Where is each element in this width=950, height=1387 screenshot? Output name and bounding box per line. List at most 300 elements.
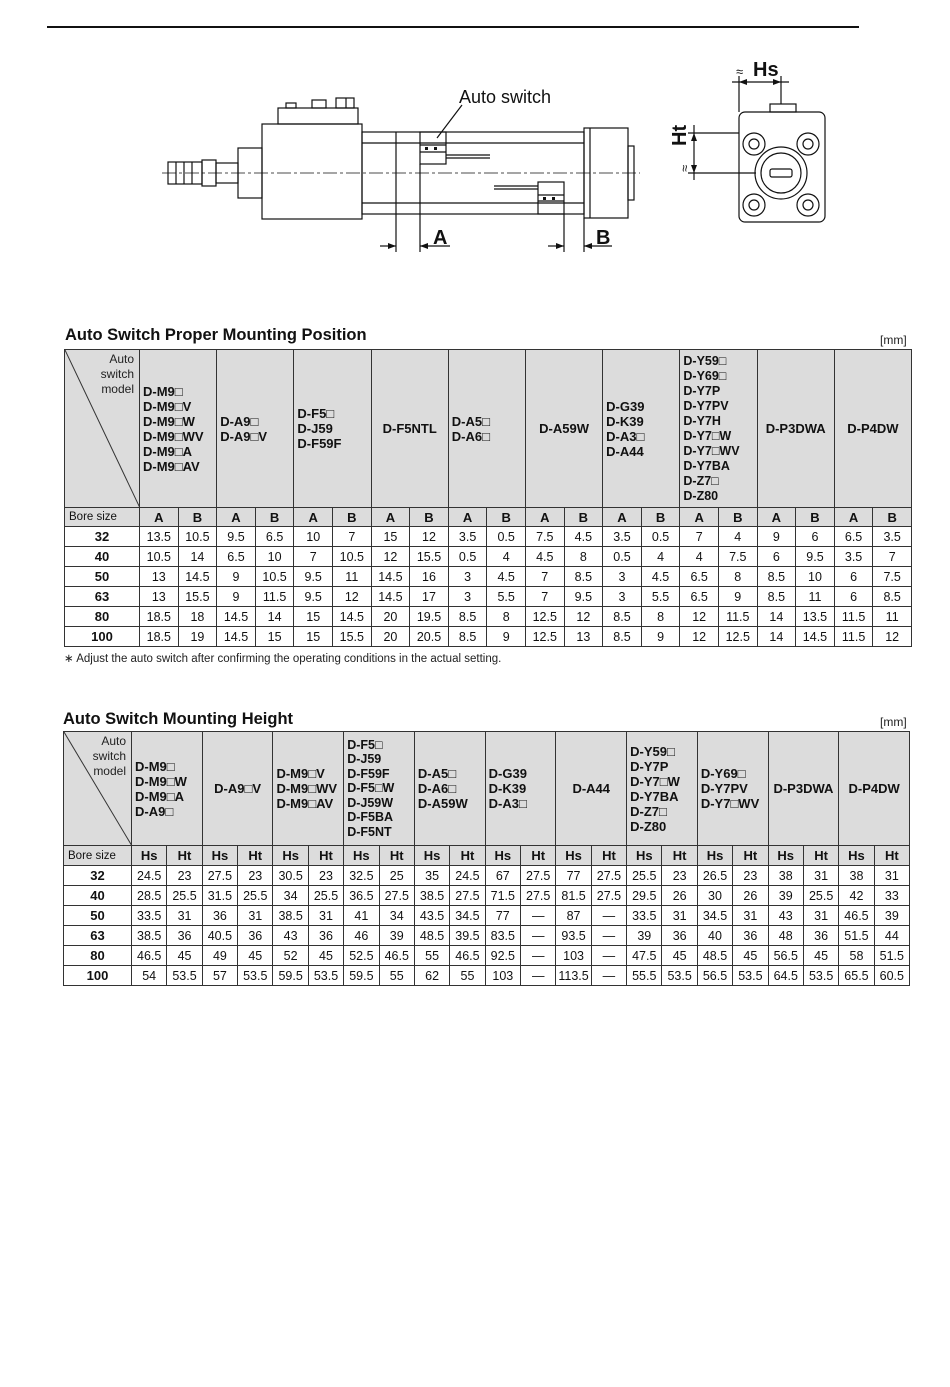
value-cell: 51.5 — [874, 946, 909, 966]
value-cell: — — [521, 966, 556, 986]
value-cell: 0.5 — [603, 547, 642, 567]
value-cell: 42 — [839, 886, 874, 906]
value-cell: 53.5 — [662, 966, 697, 986]
col-header-a: A — [680, 508, 719, 527]
value-cell: 14 — [757, 607, 796, 627]
value-cell: 6.5 — [680, 587, 719, 607]
value-cell: 10.5 — [333, 547, 372, 567]
value-cell: 6 — [834, 567, 873, 587]
value-cell: 3.5 — [834, 547, 873, 567]
model-group: D-F5NTL — [371, 350, 448, 508]
value-cell: 71.5 — [485, 886, 520, 906]
col-header-b: B — [796, 508, 835, 527]
value-cell: 30.5 — [273, 866, 308, 886]
bore-size-cell: 50 — [64, 906, 132, 926]
value-cell: 59.5 — [344, 966, 379, 986]
value-cell: 27.5 — [202, 866, 237, 886]
value-cell: 9.5 — [217, 527, 256, 547]
value-cell: 6.5 — [680, 567, 719, 587]
value-cell: 33.5 — [132, 906, 167, 926]
value-cell: 52.5 — [344, 946, 379, 966]
value-cell: 27.5 — [379, 886, 414, 906]
value-cell: 9 — [718, 587, 757, 607]
value-cell: 27.5 — [450, 886, 485, 906]
value-cell: 26 — [662, 886, 697, 906]
value-cell: 93.5 — [556, 926, 591, 946]
value-cell: 45 — [662, 946, 697, 966]
value-cell: 64.5 — [768, 966, 803, 986]
table-row — [64, 966, 910, 986]
value-cell: 31 — [238, 906, 273, 926]
bore-size-cell: 63 — [65, 587, 140, 607]
table2-corner-cell: Auto switch model — [64, 732, 132, 846]
value-cell: 18.5 — [140, 627, 179, 647]
table2-units: [mm] — [880, 715, 907, 729]
value-cell: 14.5 — [371, 587, 410, 607]
value-cell: 3.5 — [873, 527, 912, 547]
value-cell: 57 — [202, 966, 237, 986]
table-row — [65, 627, 912, 647]
value-cell: 8.5 — [564, 567, 603, 587]
value-cell: 77 — [556, 866, 591, 886]
value-cell: 12.5 — [525, 627, 564, 647]
value-cell: 8.5 — [603, 627, 642, 647]
value-cell: 55 — [379, 966, 414, 986]
table-row — [64, 866, 910, 886]
value-cell: 12 — [371, 547, 410, 567]
value-cell: 7 — [680, 527, 719, 547]
table1-note: ∗ Adjust the auto switch after confirming the operating conditions in the actual setting. — [64, 653, 502, 665]
value-cell: 31.5 — [202, 886, 237, 906]
value-cell: 25.5 — [803, 886, 838, 906]
value-cell: 55 — [414, 946, 449, 966]
value-cell: 39 — [768, 886, 803, 906]
value-cell: — — [521, 926, 556, 946]
value-cell: 36 — [733, 926, 768, 946]
bore-size-cell: 32 — [65, 527, 140, 547]
value-cell: 14 — [178, 547, 217, 567]
value-cell: 34 — [273, 886, 308, 906]
value-cell: 36 — [202, 906, 237, 926]
bore-size-cell: 50 — [65, 567, 140, 587]
value-cell: 19 — [178, 627, 217, 647]
model-group: D-G39 D-K39 D-A3□ — [485, 732, 556, 846]
col-header-ht: Ht — [521, 846, 556, 866]
table1-corner-cell: Auto switch model — [65, 350, 140, 508]
value-cell: 36.5 — [344, 886, 379, 906]
value-cell: 32.5 — [344, 866, 379, 886]
value-cell: 8 — [641, 607, 680, 627]
value-cell: 17 — [410, 587, 449, 607]
model-group: D-F5□ D-J59 D-F59F — [294, 350, 371, 508]
table-row — [64, 886, 910, 906]
value-cell: 12 — [680, 607, 719, 627]
value-cell: 12 — [564, 607, 603, 627]
value-cell: 26 — [733, 886, 768, 906]
value-cell: 9.5 — [294, 587, 333, 607]
col-header-hs: Hs — [273, 846, 308, 866]
value-cell: 48 — [768, 926, 803, 946]
value-cell: 14 — [255, 607, 294, 627]
value-cell: 53.5 — [238, 966, 273, 986]
value-cell: 0.5 — [448, 547, 487, 567]
model-group: D-Y59□ D-Y69□ D-Y7P D-Y7PV D-Y7H D-Y7□W D-Y7□WV D-Y7BA D-Z7□ D-Z80 — [680, 350, 757, 508]
value-cell: 7 — [333, 527, 372, 547]
col-header-a: A — [757, 508, 796, 527]
value-cell: 4.5 — [564, 527, 603, 547]
table-row — [64, 906, 910, 926]
value-cell: — — [521, 946, 556, 966]
value-cell: 55 — [450, 966, 485, 986]
model-group: D-A5□ D-A6□ — [448, 350, 525, 508]
col-header-ht: Ht — [591, 846, 626, 866]
value-cell: 0.5 — [487, 527, 526, 547]
svg-text:A: A — [433, 227, 448, 249]
svg-text:Hs: Hs — [753, 59, 779, 81]
value-cell: 52 — [273, 946, 308, 966]
value-cell: 14.5 — [333, 607, 372, 627]
model-group: D-G39 D-K39 D-A3□ D-A44 — [603, 350, 680, 508]
model-group: D-P4DW — [839, 732, 910, 846]
value-cell: 12.5 — [525, 607, 564, 627]
value-cell: 9 — [217, 567, 256, 587]
svg-text:B: B — [596, 227, 611, 249]
col-header-b: B — [487, 508, 526, 527]
value-cell: 8.5 — [757, 587, 796, 607]
value-cell: 45 — [238, 946, 273, 966]
table-row — [64, 946, 910, 966]
value-cell: 25 — [379, 866, 414, 886]
value-cell: 103 — [485, 966, 520, 986]
col-header-b: B — [410, 508, 449, 527]
value-cell: 83.5 — [485, 926, 520, 946]
value-cell: 60.5 — [874, 966, 909, 986]
value-cell: 48.5 — [414, 926, 449, 946]
table-row — [65, 607, 912, 627]
value-cell: 13.5 — [140, 527, 179, 547]
value-cell: 11 — [873, 607, 912, 627]
bore-size-cell: 40 — [65, 547, 140, 567]
value-cell: 3.5 — [603, 527, 642, 547]
value-cell: 19.5 — [410, 607, 449, 627]
value-cell: 24.5 — [450, 866, 485, 886]
col-header-hs: Hs — [485, 846, 520, 866]
value-cell: 15.5 — [333, 627, 372, 647]
value-cell: 27.5 — [591, 866, 626, 886]
value-cell: 8.5 — [448, 607, 487, 627]
value-cell: 30 — [697, 886, 732, 906]
value-cell: 28.5 — [132, 886, 167, 906]
value-cell: 4.5 — [487, 567, 526, 587]
value-cell: 36 — [167, 926, 202, 946]
value-cell: 9 — [757, 527, 796, 547]
value-cell: 23 — [733, 866, 768, 886]
value-cell: 92.5 — [485, 946, 520, 966]
model-group: D-A9□V — [202, 732, 273, 846]
col-header-a: A — [603, 508, 642, 527]
value-cell: 43 — [768, 906, 803, 926]
value-cell: 87 — [556, 906, 591, 926]
value-cell: 25.5 — [238, 886, 273, 906]
col-header-hs: Hs — [132, 846, 167, 866]
value-cell: 4 — [718, 527, 757, 547]
value-cell: 7 — [873, 547, 912, 567]
table-row — [65, 527, 912, 547]
value-cell: 14.5 — [217, 607, 256, 627]
bore-size-cell: 80 — [64, 946, 132, 966]
table-row — [64, 926, 910, 946]
value-cell: 46.5 — [379, 946, 414, 966]
table2-title: Auto Switch Mounting Height — [63, 710, 294, 728]
value-cell: 53.5 — [167, 966, 202, 986]
col-header-ht: Ht — [803, 846, 838, 866]
value-cell: 14.5 — [178, 567, 217, 587]
col-header-ht: Ht — [379, 846, 414, 866]
value-cell: 12 — [680, 627, 719, 647]
col-header-hs: Hs — [697, 846, 732, 866]
col-header-hs: Hs — [839, 846, 874, 866]
col-header-a: A — [217, 508, 256, 527]
value-cell: 10.5 — [140, 547, 179, 567]
value-cell: 3 — [448, 567, 487, 587]
value-cell: 31 — [662, 906, 697, 926]
value-cell: 34.5 — [450, 906, 485, 926]
value-cell: 55.5 — [627, 966, 662, 986]
value-cell: 9 — [217, 587, 256, 607]
value-cell: 6.5 — [255, 527, 294, 547]
value-cell: 20.5 — [410, 627, 449, 647]
value-cell: 13 — [564, 627, 603, 647]
value-cell: 38.5 — [132, 926, 167, 946]
value-cell: 45 — [308, 946, 343, 966]
value-cell: 9.5 — [796, 547, 835, 567]
value-cell: 34 — [379, 906, 414, 926]
col-header-ht: Ht — [167, 846, 202, 866]
value-cell: 36 — [308, 926, 343, 946]
value-cell: 33 — [874, 886, 909, 906]
value-cell: 31 — [803, 906, 838, 926]
value-cell: 44 — [874, 926, 909, 946]
value-cell: 56.5 — [768, 946, 803, 966]
value-cell: 59.5 — [273, 966, 308, 986]
value-cell: 8 — [564, 547, 603, 567]
value-cell: 25.5 — [627, 866, 662, 886]
value-cell: 11.5 — [834, 627, 873, 647]
value-cell: 9 — [487, 627, 526, 647]
value-cell: 10 — [796, 567, 835, 587]
col-header-hs: Hs — [414, 846, 449, 866]
value-cell: 36 — [238, 926, 273, 946]
value-cell: 29.5 — [627, 886, 662, 906]
value-cell: 38 — [768, 866, 803, 886]
value-cell: 3 — [603, 567, 642, 587]
model-group: D-A9□ D-A9□V — [217, 350, 294, 508]
value-cell: 15 — [294, 627, 333, 647]
value-cell: 39 — [627, 926, 662, 946]
value-cell: 10.5 — [255, 567, 294, 587]
model-group: D-A44 — [556, 732, 627, 846]
col-header-ht: Ht — [662, 846, 697, 866]
value-cell: 23 — [167, 866, 202, 886]
value-cell: 18.5 — [140, 607, 179, 627]
value-cell: 46.5 — [132, 946, 167, 966]
value-cell: 27.5 — [591, 886, 626, 906]
value-cell: 46.5 — [839, 906, 874, 926]
svg-text:≈: ≈ — [736, 64, 744, 79]
value-cell: 67 — [485, 866, 520, 886]
value-cell: 5.5 — [487, 587, 526, 607]
col-header-ht: Ht — [308, 846, 343, 866]
value-cell: 9 — [641, 627, 680, 647]
value-cell: 14.5 — [371, 567, 410, 587]
value-cell: 62 — [414, 966, 449, 986]
value-cell: 12 — [333, 587, 372, 607]
value-cell: 15 — [255, 627, 294, 647]
value-cell: 39 — [379, 926, 414, 946]
col-header-b: B — [641, 508, 680, 527]
col-header-a: A — [448, 508, 487, 527]
value-cell: 16 — [410, 567, 449, 587]
value-cell: 23 — [662, 866, 697, 886]
value-cell: 38 — [839, 866, 874, 886]
value-cell: 9.5 — [564, 587, 603, 607]
svg-text:Auto switch: Auto switch — [459, 87, 552, 107]
value-cell: 53.5 — [803, 966, 838, 986]
value-cell: 23 — [308, 866, 343, 886]
col-header-b: B — [333, 508, 372, 527]
value-cell: 14 — [757, 627, 796, 647]
value-cell: 11.5 — [255, 587, 294, 607]
table1-title: Auto Switch Proper Mounting Position — [65, 326, 367, 344]
model-group: D-P3DWA — [768, 732, 839, 846]
bore-size-cell: 100 — [65, 627, 140, 647]
bore-size-cell: 80 — [65, 607, 140, 627]
value-cell: 8 — [487, 607, 526, 627]
value-cell: 40 — [697, 926, 732, 946]
value-cell: 20 — [371, 607, 410, 627]
model-group: D-A59W — [525, 350, 602, 508]
value-cell: 46.5 — [450, 946, 485, 966]
value-cell: 11 — [333, 567, 372, 587]
value-cell: 6 — [796, 527, 835, 547]
value-cell: 13 — [140, 587, 179, 607]
value-cell: 25.5 — [167, 886, 202, 906]
value-cell: 10 — [294, 527, 333, 547]
table-row — [65, 547, 912, 567]
value-cell: 51.5 — [839, 926, 874, 946]
value-cell: 5.5 — [641, 587, 680, 607]
value-cell: 36 — [803, 926, 838, 946]
col-header-a: A — [294, 508, 333, 527]
cylinder-drawing — [0, 30, 950, 290]
col-header-hs: Hs — [768, 846, 803, 866]
value-cell: 113.5 — [556, 966, 591, 986]
model-group: D-P3DWA — [757, 350, 834, 508]
value-cell: 15 — [294, 607, 333, 627]
col-header-ht: Ht — [450, 846, 485, 866]
value-cell: 24.5 — [132, 866, 167, 886]
value-cell: 7.5 — [873, 567, 912, 587]
table-row — [65, 587, 912, 607]
value-cell: 27.5 — [521, 866, 556, 886]
model-group: D-Y59□ D-Y7P D-Y7□W D-Y7BA D-Z7□ D-Z80 — [627, 732, 698, 846]
value-cell: 12 — [873, 627, 912, 647]
col-header-b: B — [255, 508, 294, 527]
bore-size-cell: 40 — [64, 886, 132, 906]
value-cell: 46 — [344, 926, 379, 946]
value-cell: 8.5 — [603, 607, 642, 627]
value-cell: 13.5 — [796, 607, 835, 627]
value-cell: 4 — [487, 547, 526, 567]
value-cell: 10 — [255, 547, 294, 567]
value-cell: 8 — [718, 567, 757, 587]
value-cell: 8.5 — [757, 567, 796, 587]
value-cell: 56.5 — [697, 966, 732, 986]
value-cell: 0.5 — [641, 527, 680, 547]
value-cell: 103 — [556, 946, 591, 966]
value-cell: 7 — [525, 567, 564, 587]
model-group: D-Y69□ D-Y7PV D-Y7□WV — [697, 732, 768, 846]
value-cell: 14.5 — [796, 627, 835, 647]
bore-size-cell: 100 — [64, 966, 132, 986]
svg-text:Ht: Ht — [669, 124, 691, 146]
value-cell: 39 — [874, 906, 909, 926]
value-cell: 43.5 — [414, 906, 449, 926]
value-cell: 11.5 — [718, 607, 757, 627]
value-cell: 47.5 — [627, 946, 662, 966]
model-group: D-A5□ D-A6□ D-A59W — [414, 732, 485, 846]
col-header-b: B — [178, 508, 217, 527]
col-header-a: A — [371, 508, 410, 527]
mounting-height-table — [63, 731, 910, 986]
col-header-a: A — [140, 508, 179, 527]
value-cell: 13 — [140, 567, 179, 587]
table-row — [65, 567, 912, 587]
value-cell: 31 — [803, 866, 838, 886]
value-cell: 23 — [238, 866, 273, 886]
value-cell: 35 — [414, 866, 449, 886]
value-cell: 36 — [662, 926, 697, 946]
value-cell: 43 — [273, 926, 308, 946]
value-cell: 7 — [525, 587, 564, 607]
value-cell: 15.5 — [178, 587, 217, 607]
value-cell: 10.5 — [178, 527, 217, 547]
value-cell: 18 — [178, 607, 217, 627]
col-header-b: B — [564, 508, 603, 527]
value-cell: — — [591, 966, 626, 986]
col-header-a: A — [834, 508, 873, 527]
value-cell: 45 — [803, 946, 838, 966]
bore-size-cell: 63 — [64, 926, 132, 946]
col-header-hs: Hs — [202, 846, 237, 866]
value-cell: 3.5 — [448, 527, 487, 547]
bore-size-label: Bore size — [64, 846, 132, 866]
value-cell: 4.5 — [641, 567, 680, 587]
value-cell: 58 — [839, 946, 874, 966]
value-cell: 15 — [371, 527, 410, 547]
col-header-ht: Ht — [874, 846, 909, 866]
col-header-ht: Ht — [733, 846, 768, 866]
col-header-hs: Hs — [344, 846, 379, 866]
value-cell: 41 — [344, 906, 379, 926]
value-cell: 34.5 — [697, 906, 732, 926]
col-header-b: B — [873, 508, 912, 527]
value-cell: 6 — [757, 547, 796, 567]
top-rule — [47, 26, 859, 28]
value-cell: 4 — [641, 547, 680, 567]
col-header-a: A — [525, 508, 564, 527]
value-cell: 40.5 — [202, 926, 237, 946]
